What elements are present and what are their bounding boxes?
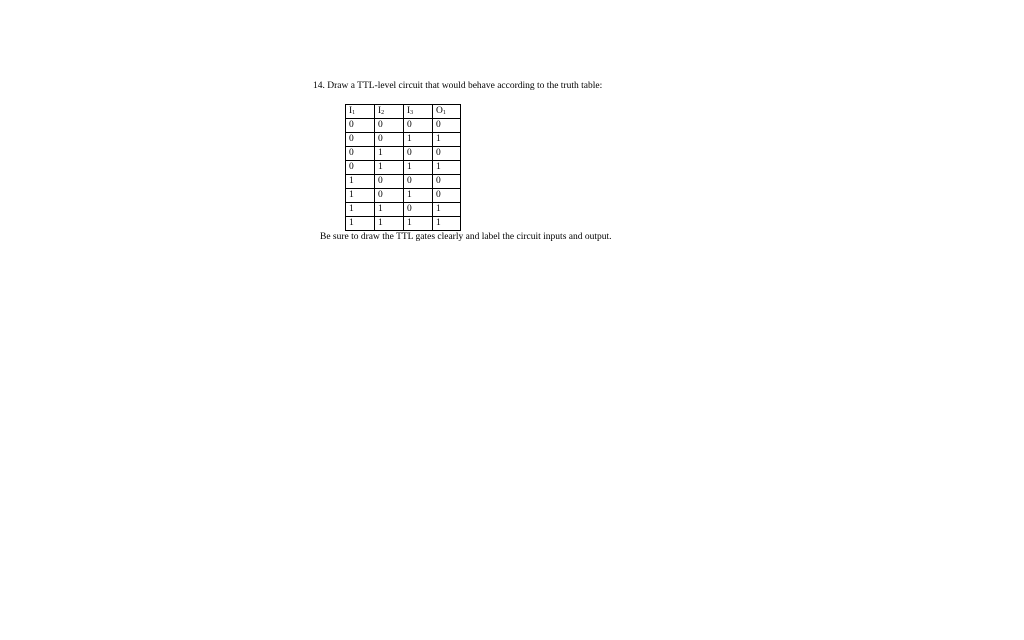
cell-i2: 0 <box>375 133 404 147</box>
instruction-text: Be sure to draw the TTL gates clearly and label the circuit inputs and output. <box>320 232 612 242</box>
header-i2-sub: 2 <box>381 110 385 116</box>
header-i3-base: I <box>407 106 411 116</box>
cell-i3: 0 <box>404 175 433 189</box>
cell-o1: 1 <box>433 133 461 147</box>
table-row <box>346 161 461 175</box>
cell-i2: 0 <box>375 175 404 189</box>
table-row <box>346 119 461 133</box>
cell-i3: 1 <box>404 161 433 175</box>
cell-i1: 1 <box>346 217 375 231</box>
cell-i2: 0 <box>375 119 404 133</box>
table-row <box>346 217 461 231</box>
table-row <box>346 203 461 217</box>
truth-table <box>345 104 461 231</box>
table-row <box>346 189 461 203</box>
cell-i2: 1 <box>375 147 404 161</box>
header-i2 <box>375 105 404 119</box>
header-o1 <box>433 105 461 119</box>
header-i1-sub: 1 <box>352 110 356 116</box>
cell-i1: 0 <box>346 147 375 161</box>
table-row <box>346 133 461 147</box>
cell-o1: 0 <box>433 175 461 189</box>
cell-i3: 0 <box>404 119 433 133</box>
cell-i3: 0 <box>404 203 433 217</box>
header-i2-base: I <box>378 106 382 116</box>
header-i3 <box>404 105 433 119</box>
header-i3-sub: 3 <box>410 110 414 116</box>
cell-i3: 1 <box>404 217 433 231</box>
cell-i2: 1 <box>375 161 404 175</box>
cell-i1: 1 <box>346 189 375 203</box>
cell-o1: 1 <box>433 203 461 217</box>
cell-i1: 1 <box>346 203 375 217</box>
cell-i1: 0 <box>346 119 375 133</box>
cell-i2: 1 <box>375 217 404 231</box>
cell-i3: 1 <box>404 133 433 147</box>
cell-o1: 0 <box>433 189 461 203</box>
header-i1 <box>346 105 375 119</box>
cell-o1: 0 <box>433 119 461 133</box>
table-row <box>346 147 461 161</box>
table-row <box>346 175 461 189</box>
header-i1-base: I <box>349 106 353 116</box>
cell-o1: 1 <box>433 161 461 175</box>
cell-i1: 1 <box>346 175 375 189</box>
cell-i3: 1 <box>404 189 433 203</box>
cell-o1: 0 <box>433 147 461 161</box>
header-o1-base: O <box>436 106 443 116</box>
truth-table-header-row <box>346 105 461 119</box>
header-o1-sub: 1 <box>442 110 446 116</box>
cell-i1: 0 <box>346 133 375 147</box>
question-text: 14. Draw a TTL-level circuit that would behave according to the truth table: <box>313 81 603 91</box>
cell-o1: 1 <box>433 217 461 231</box>
cell-i2: 0 <box>375 189 404 203</box>
cell-i3: 0 <box>404 147 433 161</box>
cell-i2: 1 <box>375 203 404 217</box>
cell-i1: 0 <box>346 161 375 175</box>
